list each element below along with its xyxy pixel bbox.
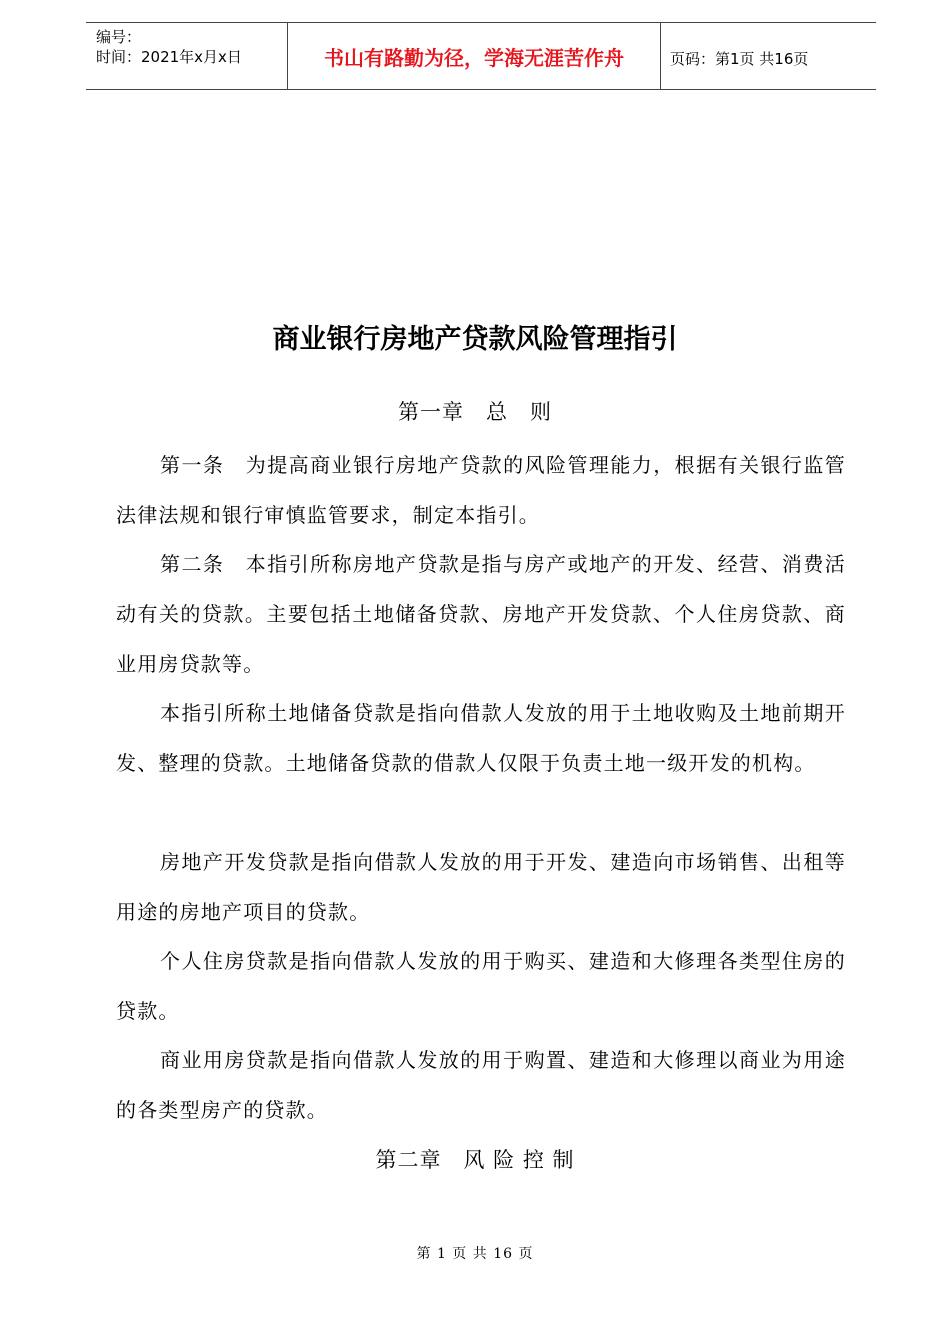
paragraph: 个人住房贷款是指向借款人发放的用于购买、建造和大修理各类型住房的贷款。 xyxy=(116,949,846,1023)
header-page-info: 页码：第1页 共16页 xyxy=(670,50,809,68)
document-time-label: 时间：2021年x月x日 xyxy=(96,48,242,66)
paragraph: 本指引所称土地储备贷款是指向借款人发放的用于土地收购及土地前期开发、整理的贷款。土地储备贷款的借款人仅限于负责土地一级开发的机构。 xyxy=(116,701,846,775)
chapter-heading: 第一章 总 则 xyxy=(398,400,552,424)
chapter-heading: 第二章 风 险 控 制 xyxy=(375,1148,575,1172)
page-header xyxy=(86,22,876,90)
header-meta xyxy=(96,27,286,67)
paragraph: 第二条 本指引所称房地产贷款是指与房产或地产的开发、经营、消费活动有关的贷款。主要包括土地储备贷款、房地产开发贷款、个人住房贷款、商业用房贷款等。 xyxy=(116,552,846,676)
page-footer: 第 1 页 共 16 页 xyxy=(416,1246,534,1262)
paragraph: 房地产开发贷款是指向借款人发放的用于开发、建造向市场销售、出租等用途的房地产项目的贷款。 xyxy=(116,850,846,924)
header-motto: 书山有路勤为径，学海无涯苦作舟 xyxy=(324,46,624,70)
document-title: 商业银行房地产贷款风险管理指引 xyxy=(272,324,678,355)
paragraph: 商业用房贷款是指向借款人发放的用于购置、建造和大修理以商业为用途的各类型房产的贷款。 xyxy=(116,1048,846,1122)
header-divider xyxy=(660,23,661,90)
document-number-label: 编号： xyxy=(96,28,142,46)
paragraph: 第一条 为提高商业银行房地产贷款的风险管理能力，根据有关银行监管法律法规和银行审慎监管要求，制定本指引。 xyxy=(116,453,846,527)
